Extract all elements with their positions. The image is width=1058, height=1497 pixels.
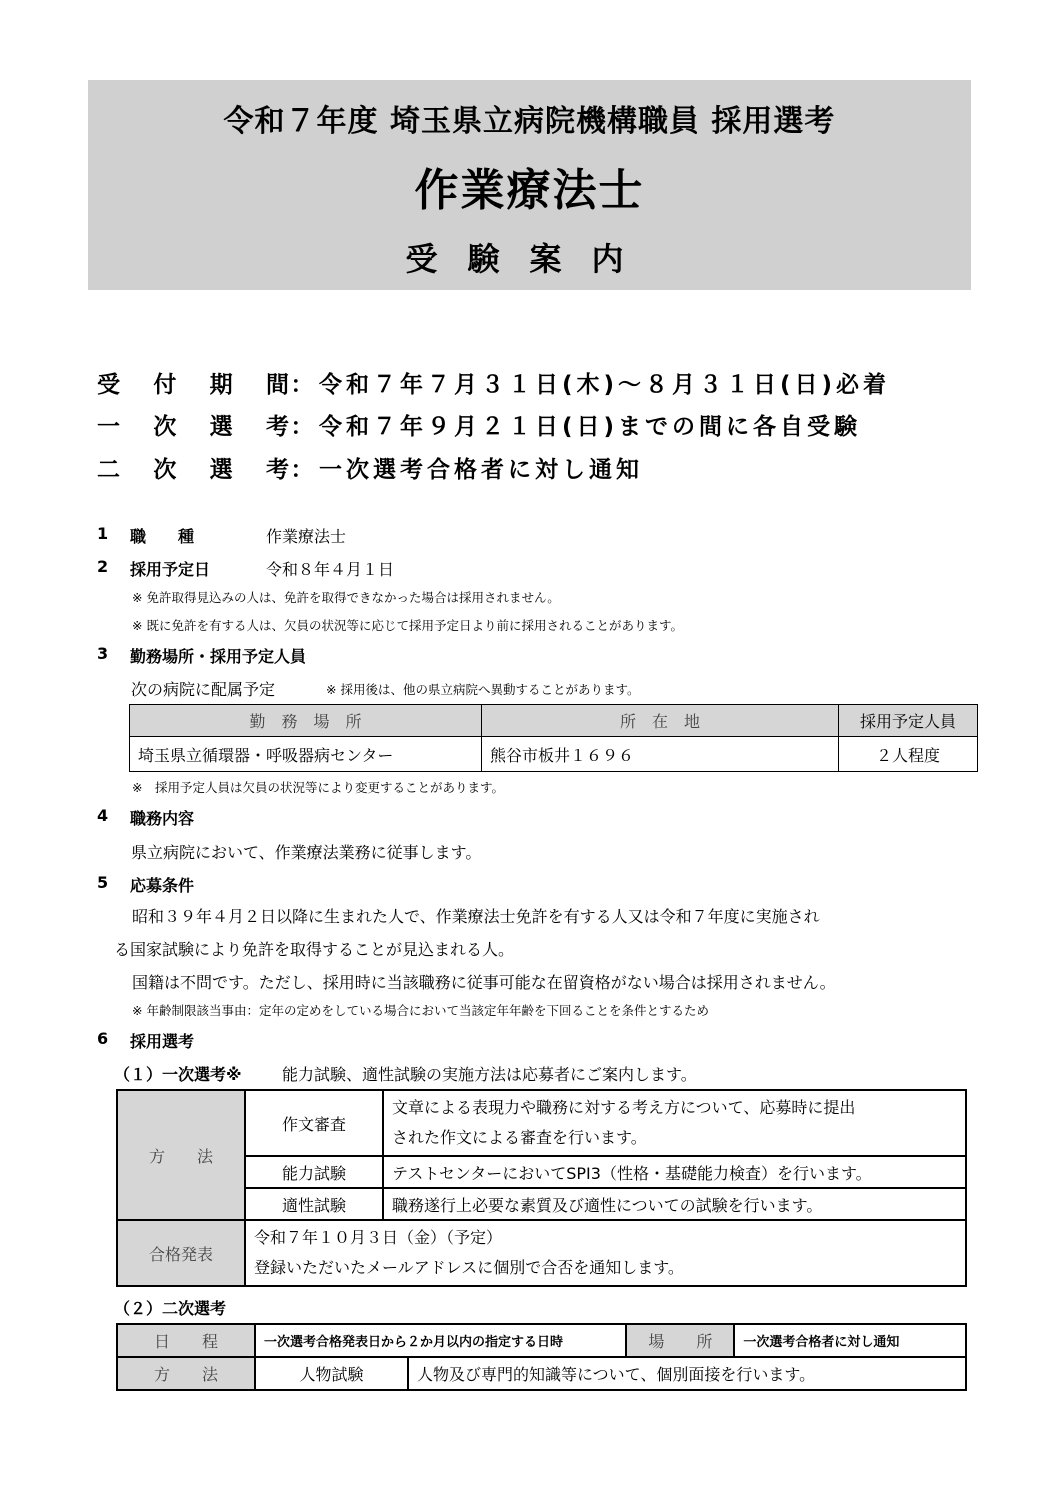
schedule-value: 令和７年７月３１日(木)～８月３１日(日)必着 [319, 372, 891, 398]
section-2-title: 採用予定日 [130, 560, 211, 579]
exam-desc [383, 1090, 966, 1156]
exam-name: 適性試験 [245, 1188, 383, 1220]
first-selection-note: 能力試験、適性試験の実施方法は応募者にご案内します。 [282, 1065, 697, 1084]
second-selection-table [116, 1323, 967, 1391]
section-5-number: 5 [97, 873, 109, 892]
section-3-number: 3 [97, 644, 109, 663]
section-5-text: 国籍は不問です。ただし、採用時に当該職務に従事可能な在留資格がない場合は採用されません。 [132, 973, 836, 992]
section-2-note: ※ 免許取得見込みの人は、免許を取得できなかった場合は採用されません。 [132, 590, 560, 605]
section-6-number: 6 [97, 1029, 109, 1048]
title-banner [88, 80, 971, 290]
section-5-text: る国家試験により免許を取得することが見込まれる人。 [114, 940, 515, 959]
section-1-title: 職 種 [130, 527, 195, 546]
schedule-label: 受付期間 [97, 372, 289, 398]
table-header: 採用予定人員 [839, 705, 978, 737]
document-title: 作業療法士 [414, 165, 645, 216]
section-4-text: 県立病院において、作業療法業務に従事します。 [131, 843, 482, 862]
table-header: 所 在 地 [482, 705, 839, 737]
date-value: 一次選考合格発表日から２か月以内の指定する日時 [255, 1324, 626, 1357]
section-2-value: 令和８年４月１日 [266, 560, 395, 579]
place-value: 一次選考合格者に対し通知 [734, 1324, 966, 1357]
document-type: 受験案内 [405, 240, 654, 278]
exam-desc: 職務遂行上必要な素質及び適性についての試験を行います。 [383, 1188, 966, 1220]
schedule-value: 一次選考合格者に対し通知 [319, 457, 643, 483]
schedule-second-selection: 二次選考：一次選考合格者に対し通知 [97, 451, 643, 484]
section-4-title: 職務内容 [130, 809, 195, 828]
workplace-table [129, 704, 978, 772]
method-name: 人物試験 [255, 1357, 408, 1390]
schedule-reception: 受付期間：令和７年７月３１日(木)～８月３１日(日)必着 [97, 366, 890, 399]
first-selection-table [116, 1089, 967, 1287]
section-3-title: 勤務場所・採用予定人員 [130, 647, 307, 666]
exam-desc: テストセンターにおいてSPI3（性格・基礎能力検査）を行います。 [383, 1156, 966, 1188]
section-2-note: ※ 既に免許を有する人は、欠員の状況等に応じて採用予定日より前に採用されることがあります。 [132, 618, 683, 633]
first-selection-title: （１）一次選考※ [114, 1065, 242, 1084]
schedule-value: 令和７年９月２１日(日)までの間に各自受験 [319, 414, 862, 440]
section-5-text: 昭和３９年４月２日以降に生まれた人で、作業療法士免許を有する人又は令和７年度に実施され [132, 907, 820, 926]
result-label: 合格発表 [117, 1220, 245, 1286]
table-cell: 熊谷市板井１６９６ [482, 737, 839, 772]
section-5-note: ※ 年齢制限該当事由：定年の定めをしている場合において当該定年年齢を下回ることを条件とするため [132, 1003, 709, 1018]
table-cell: 埼玉県立循環器・呼吸器病センター [130, 737, 482, 772]
method-label: 方 法 [117, 1357, 255, 1390]
place-label: 場 所 [626, 1324, 734, 1357]
exam-desc-line: された作文による審査を行います。 [392, 1128, 647, 1147]
section-2-number: 2 [97, 557, 109, 576]
date-label: 日 程 [117, 1324, 255, 1357]
schedule-label: 二次選考 [97, 457, 289, 483]
section-3-intro: 次の病院に配属予定 [131, 680, 276, 699]
section-6-title: 採用選考 [130, 1032, 195, 1051]
method-label: 方 法 [117, 1090, 245, 1220]
table-header: 勤 務 場 所 [130, 705, 482, 737]
document-subtitle: 令和７年度 埼玉県立病院機構職員 採用選考 [223, 104, 836, 139]
result-desc [245, 1220, 966, 1286]
result-method: 登録いただいたメールアドレスに個別で合否を通知します。 [254, 1258, 684, 1277]
section-1-value: 作業療法士 [266, 527, 347, 546]
section-1-number: 1 [97, 524, 109, 543]
schedule-label: 一次選考 [97, 414, 289, 440]
exam-name: 能力試験 [245, 1156, 383, 1188]
result-date: 令和７年１０月３日（金）（予定） [254, 1228, 503, 1247]
section-4-number: 4 [97, 806, 109, 825]
section-5-title: 応募条件 [130, 876, 195, 895]
exam-desc-line: 文章による表現力や職務に対する考え方について、応募時に提出 [392, 1098, 856, 1117]
schedule-first-selection: 一次選考：令和７年９月２１日(日)までの間に各自受験 [97, 408, 861, 441]
section-3-note: ※ 採用予定人員は欠員の状況等により変更することがあります。 [132, 780, 504, 795]
section-3-intro-note: ※ 採用後は、他の県立病院へ異動することがあります。 [326, 682, 640, 697]
exam-name: 作文審査 [245, 1090, 383, 1156]
second-selection-title: （２）二次選考 [114, 1299, 227, 1318]
table-cell: ２人程度 [839, 737, 978, 772]
method-desc: 人物及び専門的知識等について、個別面接を行います。 [408, 1357, 966, 1390]
